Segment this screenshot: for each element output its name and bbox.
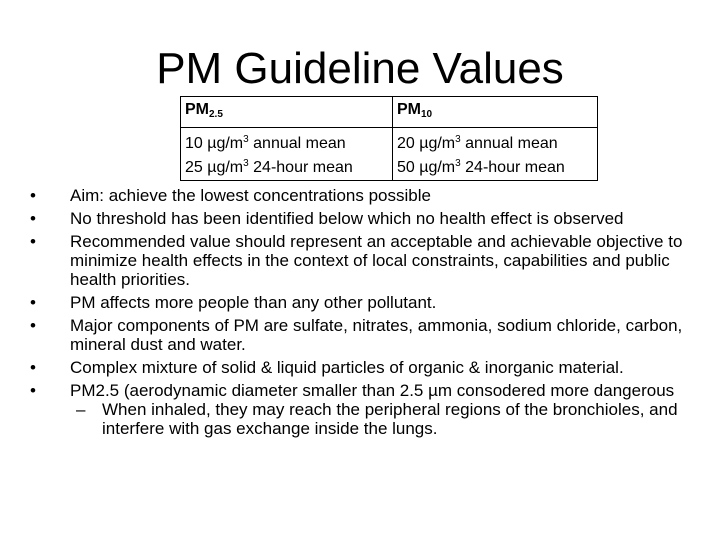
bullet-item: • PM2.5 (aerodynamic diameter smaller than 2.5 µm consodered more dangerous – When inhaled, they may reach the peripheral regions of the bronchioles, and interfere with gas exchange inside the lungs.	[28, 381, 688, 438]
pm25-annual: 10 $\mu g/m^3$ annual mean	[185, 134, 346, 152]
bullet-icon: •	[30, 381, 36, 400]
sub-bullet-list	[70, 400, 688, 438]
bullet-item: • Major components of PM are sulfate, nitrates, ammonia, sodium chloride, carbon, mineral dust and water.	[30, 316, 683, 354]
sub-bullet-item: – When inhaled, they may reach the peripheral regions of the bronchioles, and interfere with gas exchange inside the lungs.	[76, 400, 678, 438]
table-header-row	[181, 97, 598, 128]
bullet-icon: •	[30, 186, 36, 205]
pm10-annual: 20 $\mu g/m^3$ annual mean	[397, 134, 558, 152]
bullet-icon: •	[30, 232, 36, 251]
table-values-row	[181, 128, 598, 181]
bullet-item: • No threshold has been identified below which no health effect is observed	[30, 209, 624, 228]
pm10-values	[393, 128, 598, 181]
pm25-daily: 25 $\mu g/m^3$ 24-hour mean	[185, 158, 353, 176]
dash-icon: –	[76, 400, 86, 419]
bullet-item: • Aim: achieve the lowest concentrations possible	[30, 186, 431, 205]
pm10-header: $PM_{10}$	[393, 97, 598, 128]
bullet-item: • Complex mixture of solid & liquid particles of organic & inorganic material.	[30, 358, 624, 377]
bullet-icon: •	[30, 293, 36, 312]
bullet-icon: •	[30, 316, 36, 335]
pm10-daily: 50 $\mu g/m^3$ 24-hour mean	[397, 158, 565, 176]
bullet-item: • PM affects more people than any other pollutant.	[30, 293, 437, 312]
guideline-table	[180, 96, 598, 181]
bullet-list	[28, 186, 688, 442]
bullet-item: • Recommended value should represent an acceptable and achievable objective to minimize health effects in the context of local constraints, capabilities and public health priorities.	[30, 232, 683, 289]
bullet-icon: •	[30, 209, 36, 228]
pm25-values	[181, 128, 393, 181]
slide-title: PM Guideline Values	[156, 44, 564, 93]
pm25-header: $PM_{2.5}$	[181, 97, 393, 128]
bullet-icon: •	[30, 358, 36, 377]
